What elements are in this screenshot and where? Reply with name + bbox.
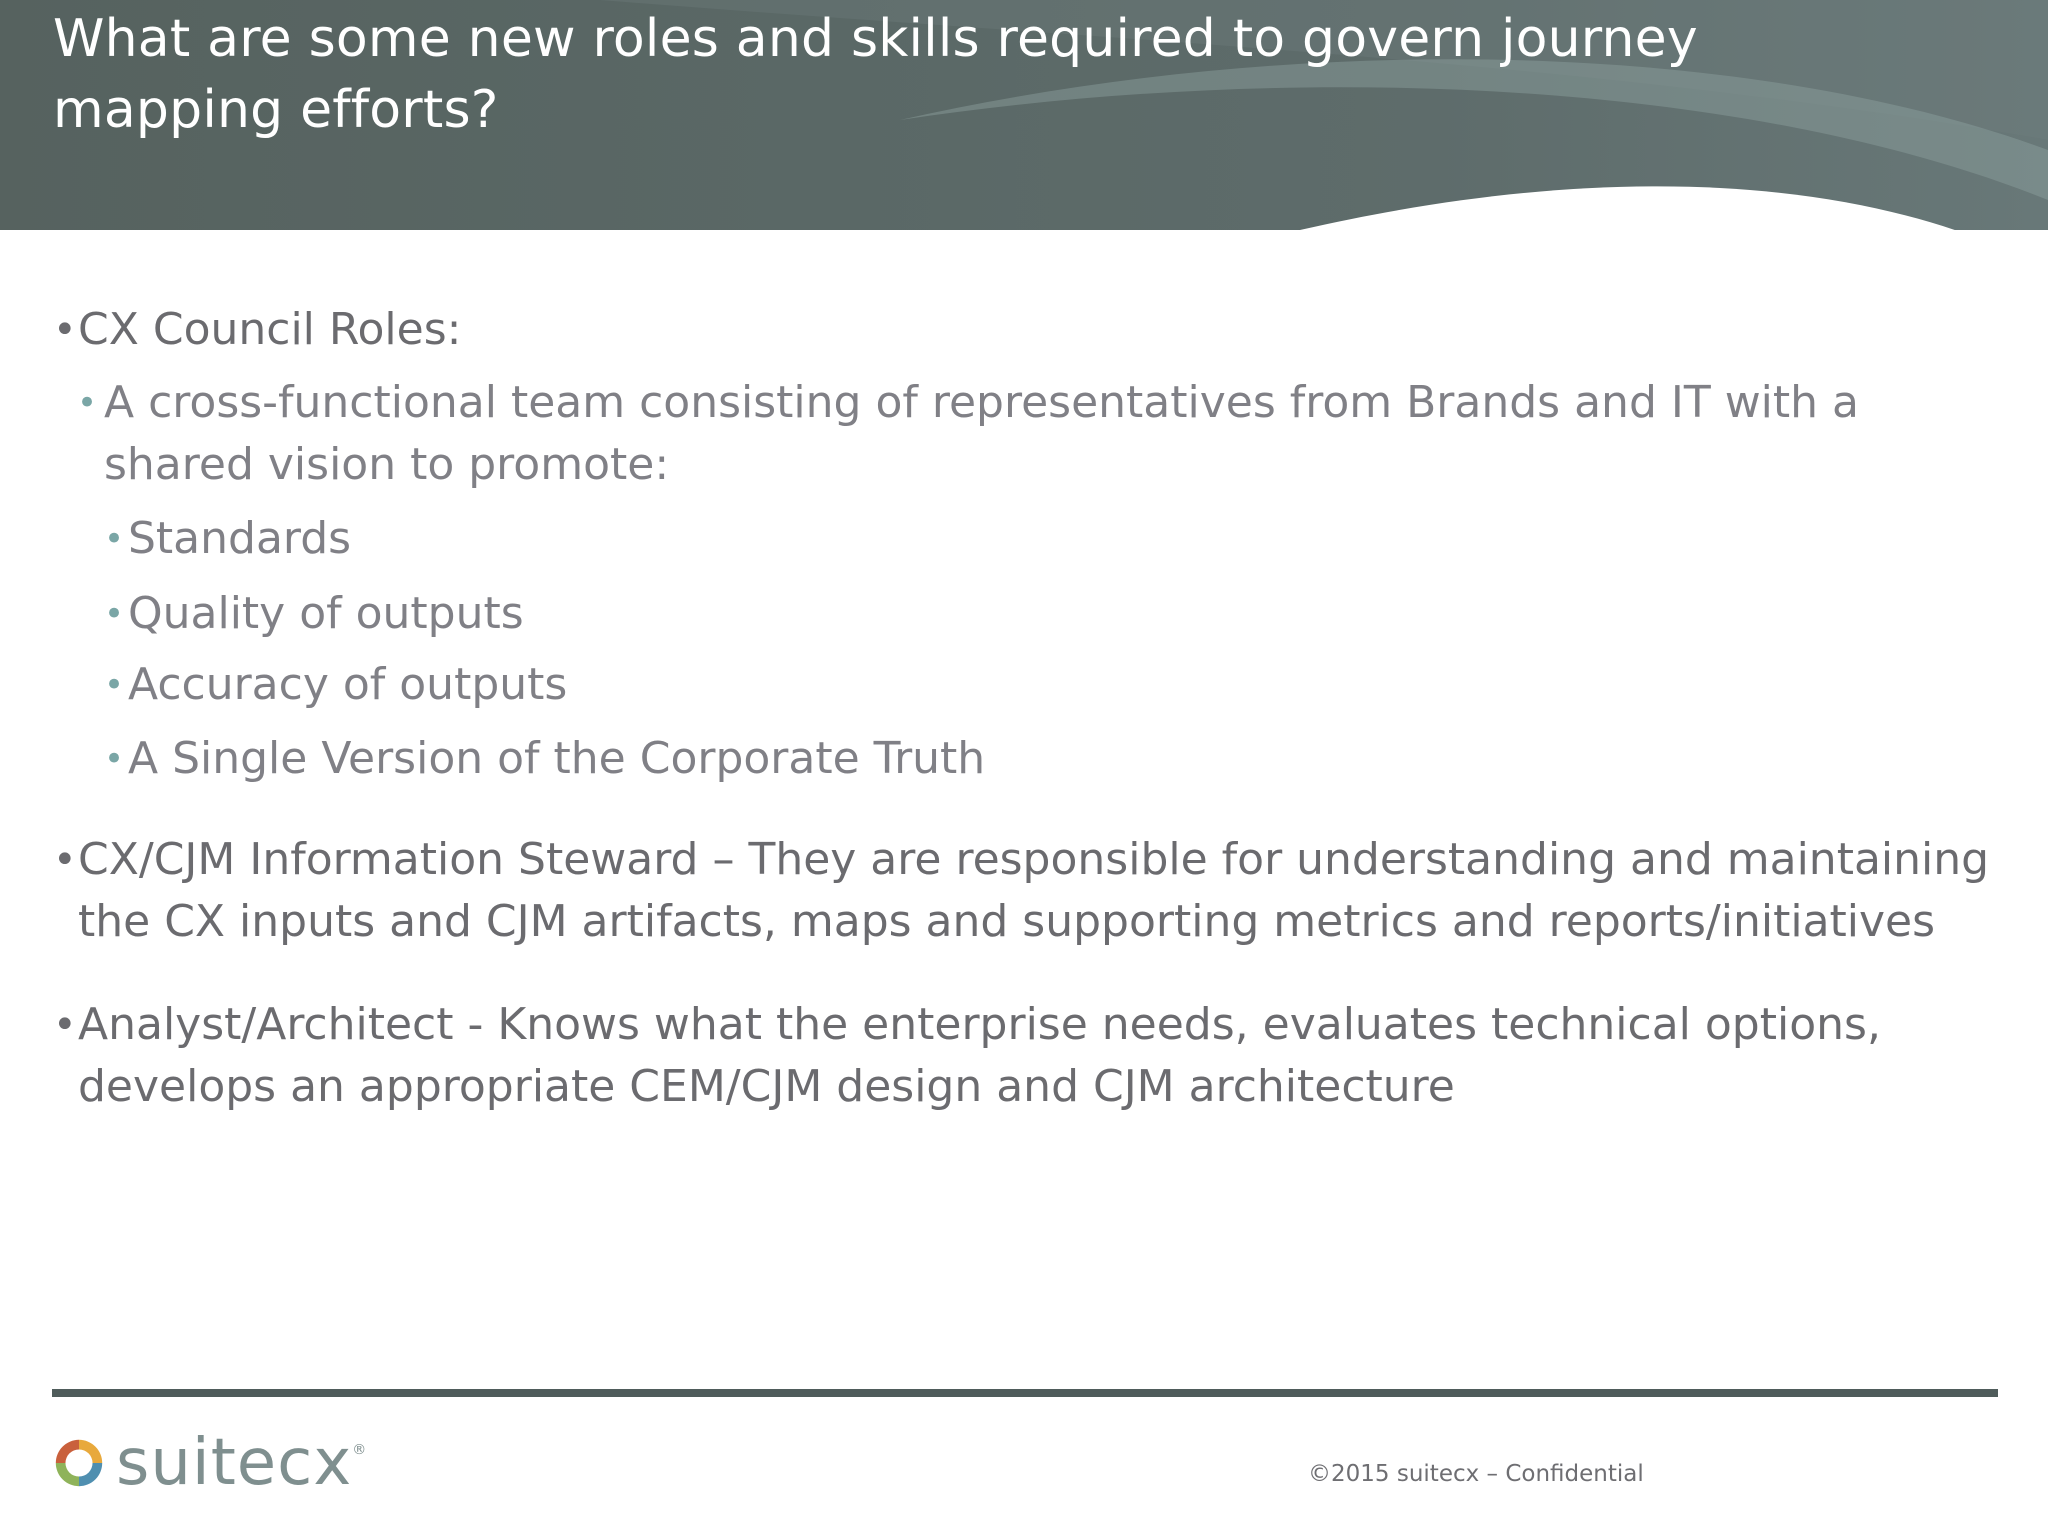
footer-divider [52,1389,1998,1397]
bullet-text: Standards [128,513,352,564]
bullet-text: A cross-functional team consisting of representatives from Brands and IT with a shared vision to promote: [104,377,1859,490]
bullet-text: Analyst/Architect - Knows what the enterprise needs, evaluates technical options, develops an appropriate CEM/CJM design and CJM architecture [78,999,1881,1112]
bullet-dot: • [53,307,77,353]
bullet-dot: • [104,739,125,779]
bullet-information-steward [53,829,2013,953]
logo-trademark: ® [352,1442,367,1458]
bullet-dot: • [53,837,77,883]
bullet-text: Quality of outputs [128,588,524,639]
bullet-text: A Single Version of the Corporate Truth [128,733,986,784]
bullet-dot: • [53,1002,77,1048]
sub-bullet-single-version [104,728,1804,790]
slide-title: What are some new roles and skills required to govern journey mapping efforts? [53,9,1698,140]
suitecx-logo [50,1428,366,1498]
bullet-council-description [77,372,1897,496]
bullet-dot: • [104,594,125,634]
logo-wordmark: suitecx [116,1426,353,1500]
sub-bullet-quality [104,583,1804,645]
bullet-text: Accuracy of outputs [128,659,568,710]
bullet-cx-council [53,299,1993,361]
bullet-analyst-architect [53,994,2013,1118]
bullet-text: CX/CJM Information Steward – They are responsible for understanding and maintaining the CX inputs and CJM artifacts, maps and supporting metrics and reports/initiatives [78,834,1990,947]
bullet-dot: • [104,665,125,705]
bullet-dot: • [77,383,98,423]
header-banner [0,0,2048,230]
sub-bullet-standards [104,508,1804,570]
sub-bullet-accuracy [104,654,1804,716]
suitecx-logo-icon [50,1434,108,1492]
copyright-notice: ©2015 suitecx – Confidential [1308,1461,1644,1487]
bullet-dot: • [104,519,125,559]
bullet-text: CX Council Roles: [78,304,462,355]
